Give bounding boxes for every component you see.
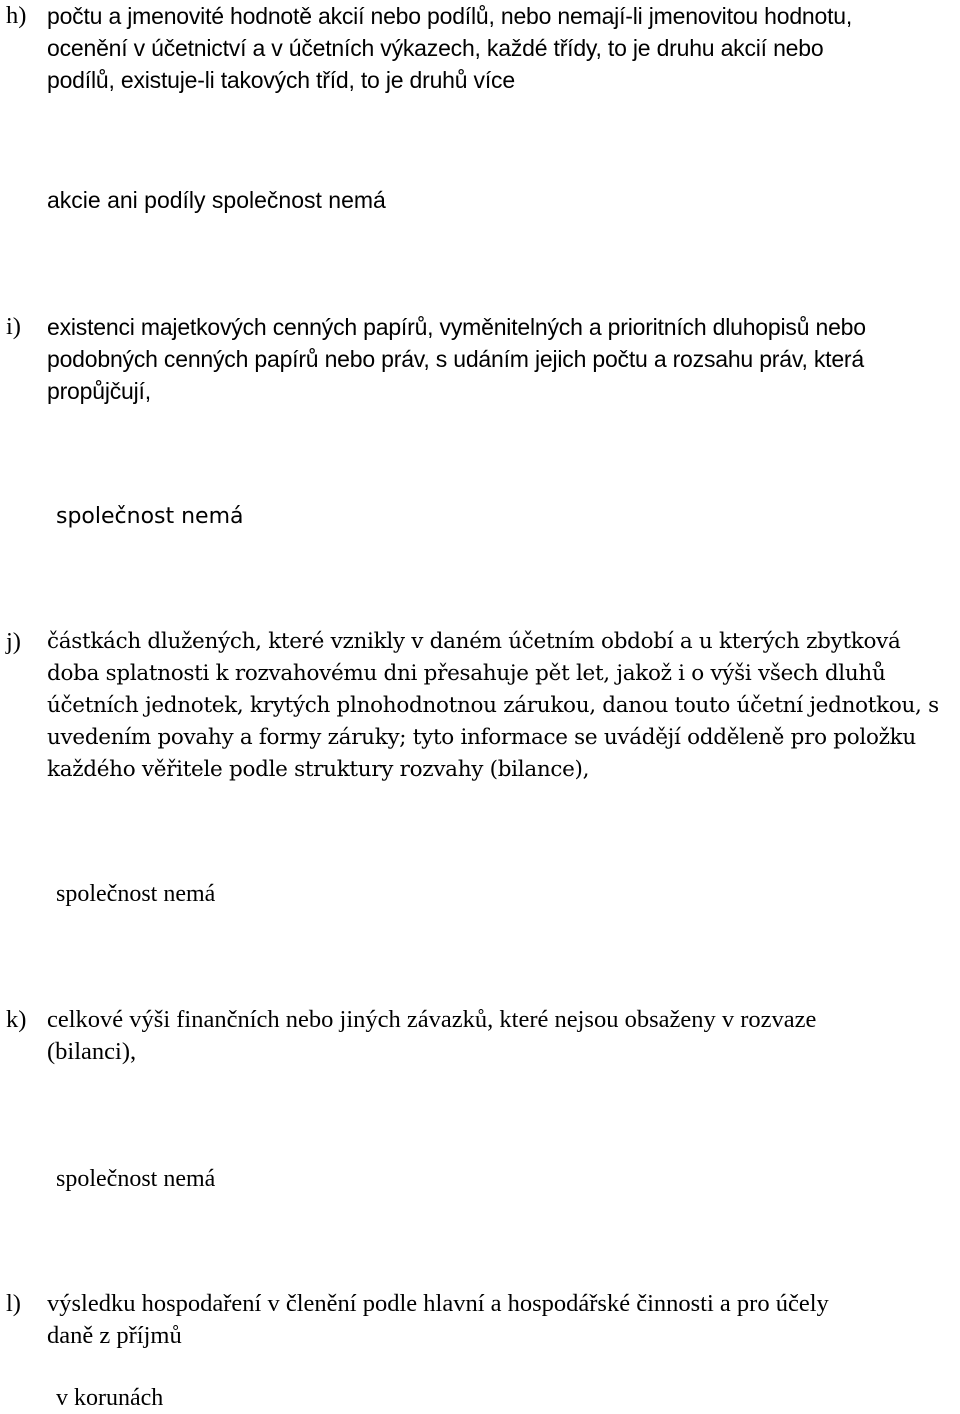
- answer-text: společnost nemá: [56, 504, 244, 529]
- item-marker: j): [6, 628, 21, 655]
- text-line: částkách dlužených, které vznikly v daném účetním období a u kterých zbytková: [47, 629, 901, 654]
- item-text: [47, 626, 959, 786]
- text-line: podobných cenných papírů nebo práv, s udáním jejich počtu a rozsahu práv, která: [47, 346, 864, 372]
- text-line: uvedením povahy a formy záruky; tyto informace se uvádějí odděleně pro položku: [47, 725, 916, 750]
- answer-text: společnost nemá: [56, 881, 216, 907]
- item-text: [47, 311, 959, 407]
- text-line: propůjčují,: [47, 378, 151, 404]
- item-text: [47, 1004, 959, 1068]
- text-line: (bilanci),: [47, 1038, 137, 1065]
- text-line: počtu a jmenovité hodnotě akcií nebo podílů, nebo nemají-li jmenovitou hodnotu,: [47, 3, 853, 29]
- text-line: ocenění v účetnictví a v účetních výkazech, každé třídy, to je druhu akcií nebo: [47, 35, 824, 61]
- answer-text: akcie ani podíly společnost nemá: [47, 187, 386, 213]
- text-line: každého věřitele podle struktury rozvahy (bilance),: [47, 757, 590, 782]
- item-marker: h): [6, 2, 27, 29]
- text-line: výsledku hospodaření v členění podle hlavní a hospodářské činnosti a pro účely: [47, 1290, 829, 1317]
- item-text: [47, 0, 959, 96]
- text-line: doba splatnosti k rozvahovému dni přesahuje pět let, jakož i o výši všech dluhů: [47, 661, 886, 686]
- text-line: daně z příjmů: [47, 1322, 182, 1349]
- item-marker: l): [6, 1290, 21, 1317]
- answer-text: společnost nemá: [56, 1166, 216, 1192]
- item-marker: i): [6, 313, 21, 340]
- answer-text: v korunách: [56, 1385, 164, 1411]
- item-marker: k): [6, 1006, 27, 1033]
- text-line: existenci majetkových cenných papírů, vyměnitelných a prioritních dluhopisů nebo: [47, 314, 866, 340]
- item-text: [47, 1288, 959, 1352]
- text-line: účetních jednotek, krytých plnohodnotnou zárukou, danou touto účetní jednotkou, s: [47, 693, 939, 718]
- text-line: celkové výši finančních nebo jiných závazků, které nejsou obsaženy v rozvaze: [47, 1006, 817, 1033]
- text-line: podílů, existuje-li takových tříd, to je druhů více: [47, 67, 515, 93]
